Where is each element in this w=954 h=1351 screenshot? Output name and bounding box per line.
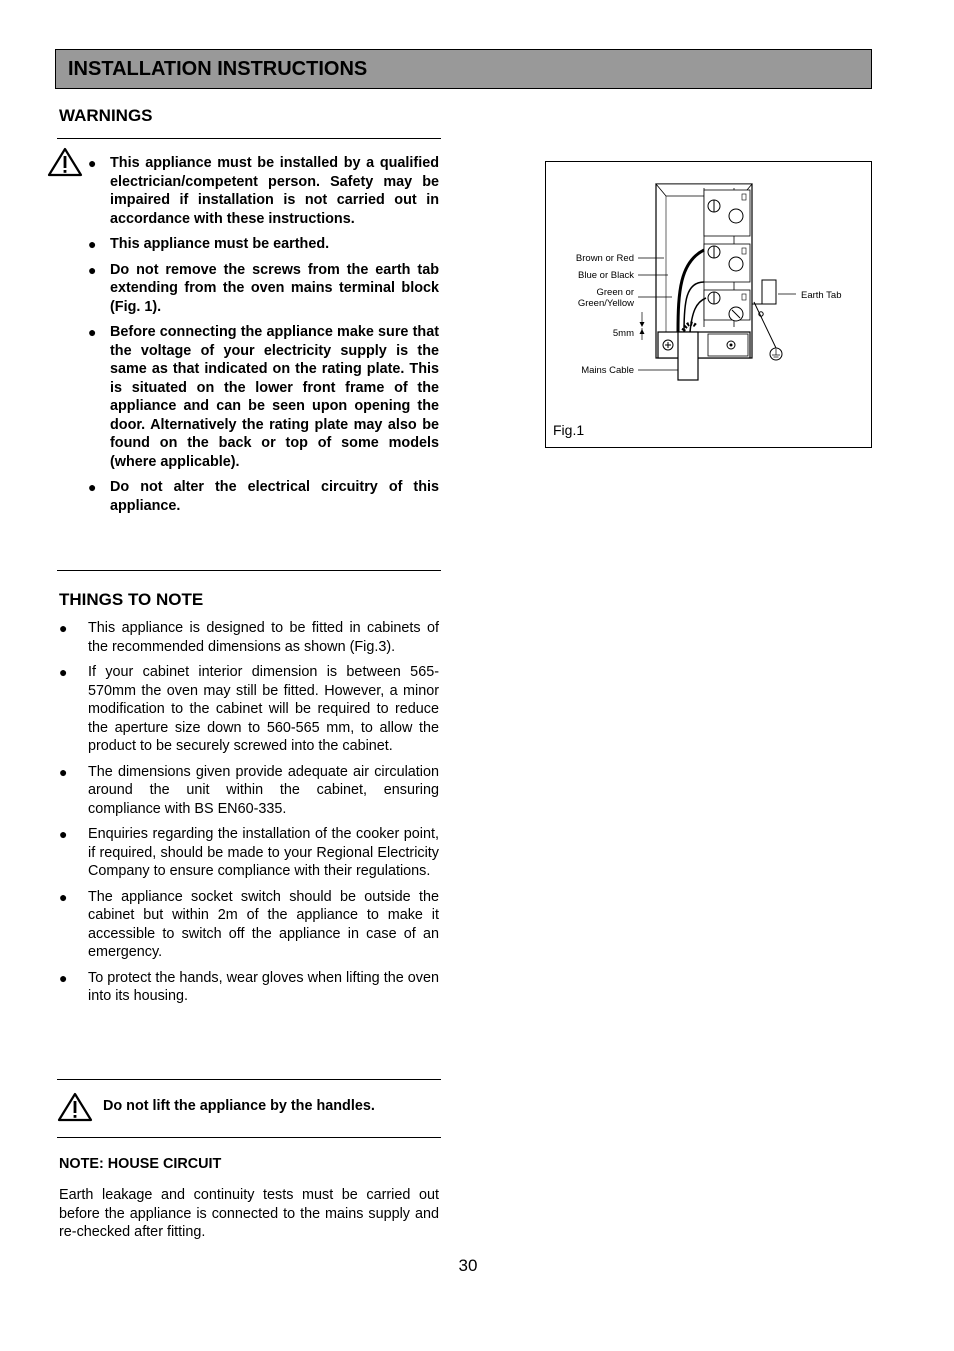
label-brown-wire: Brown or Red — [575, 253, 634, 264]
list-item: ● Enquiries regarding the installation of the cooker point, if required, should be made to your Regional Electricity Company to ensure compliance with their regulations. — [59, 826, 439, 879]
warnings-list — [88, 154, 439, 522]
label-blue-wire: Blue or Black — [578, 270, 634, 281]
list-item: ● The dimensions given provide adequate air circulation around the unit within the cabinet, ensuring compliance with BS EN60-335. — [59, 763, 439, 817]
bullet-dot-icon: ● — [59, 763, 68, 780]
divider — [57, 570, 441, 571]
list-item: ● Before connecting the appliance make sure that the voltage of your electricity supply is the same as that indicated on the rating plate. This is situated on the lower front frame of the appliance and can be seen upon opening the door. Alternatively the rating plate may also be found on the back or top of some models (where applicable). — [88, 324, 439, 470]
divider — [57, 138, 441, 139]
bullet-dot-icon: ● — [59, 826, 68, 842]
divider — [57, 1079, 441, 1080]
divider — [57, 1137, 441, 1138]
bullet-dot-icon: ● — [88, 236, 97, 252]
list-item: ● This appliance is designed to be fitted in cabinets of the recommended dimensions as shown (Fig.3). — [59, 620, 439, 655]
label-green-wire-2: Green/Yellow — [577, 298, 634, 309]
bullet-dot-icon: ● — [88, 324, 97, 340]
things-to-note-list — [59, 619, 439, 1013]
bullet-dot-icon: ● — [59, 664, 68, 680]
figure-caption: Fig.1 — [553, 422, 585, 438]
house-circuit-heading: NOTE: HOUSE CIRCUIT — [59, 1156, 222, 1172]
label-earth-tab: Earth Tab — [801, 290, 842, 301]
list-item: ● Do not alter the electrical circuitry of this appliance. — [88, 479, 439, 514]
label-gap: 5mm — [612, 328, 634, 339]
bullet-dot-icon: ● — [59, 620, 68, 636]
label-green-wire-1: Green or — [596, 287, 634, 298]
warning-triangle-icon — [57, 1092, 93, 1122]
figure-1 — [545, 161, 872, 448]
house-circuit-text: Earth leakage and continuity tests must be carried out before the appliance is connected to the mains supply and re-checked after fitting. — [59, 1187, 439, 1240]
list-item: ● If your cabinet interior dimension is between 565-570mm the oven may still be fitted. However, a minor modification to the cabinet will be required to reduce the aperture size down to 560-565 mm, to allow the product to be securely screwed into the cabinet. — [59, 664, 439, 754]
page-title: INSTALLATION INSTRUCTIONS — [68, 57, 368, 80]
bullet-dot-icon: ● — [88, 479, 97, 495]
bullet-dot-icon: ● — [88, 155, 97, 171]
list-item: ● To protect the hands, wear gloves when lifting the oven into its housing. — [59, 969, 439, 1004]
terminal-block-diagram — [546, 162, 871, 447]
page-header — [55, 49, 872, 89]
bullet-dot-icon: ● — [59, 969, 68, 986]
warnings-heading: WARNINGS — [59, 106, 153, 125]
lift-warning-text: Do not lift the appliance by the handles. — [103, 1098, 375, 1114]
page-number: 30 — [458, 1256, 478, 1275]
list-item: ● This appliance must be earthed. — [88, 236, 330, 252]
list-item: ● The appliance socket switch should be outside the cabinet but within 2m of the appliance to make it accessible to switch off the appliance in case of an emergency. — [59, 888, 439, 960]
bullet-dot-icon: ● — [88, 261, 97, 278]
bullet-dot-icon: ● — [59, 888, 68, 905]
list-item: ● Do not remove the screws from the earth tab extending from the oven mains terminal block (Fig. 1). — [88, 261, 439, 315]
list-item: ● This appliance must be installed by a qualified electrician/competent person. Safety may be impaired if installation is not carried out in accordance with these instructions. — [88, 155, 439, 227]
warning-triangle-icon — [47, 147, 83, 177]
things-to-note-heading: THINGS TO NOTE — [59, 590, 204, 609]
label-mains-cable: Mains Cable — [581, 365, 634, 376]
